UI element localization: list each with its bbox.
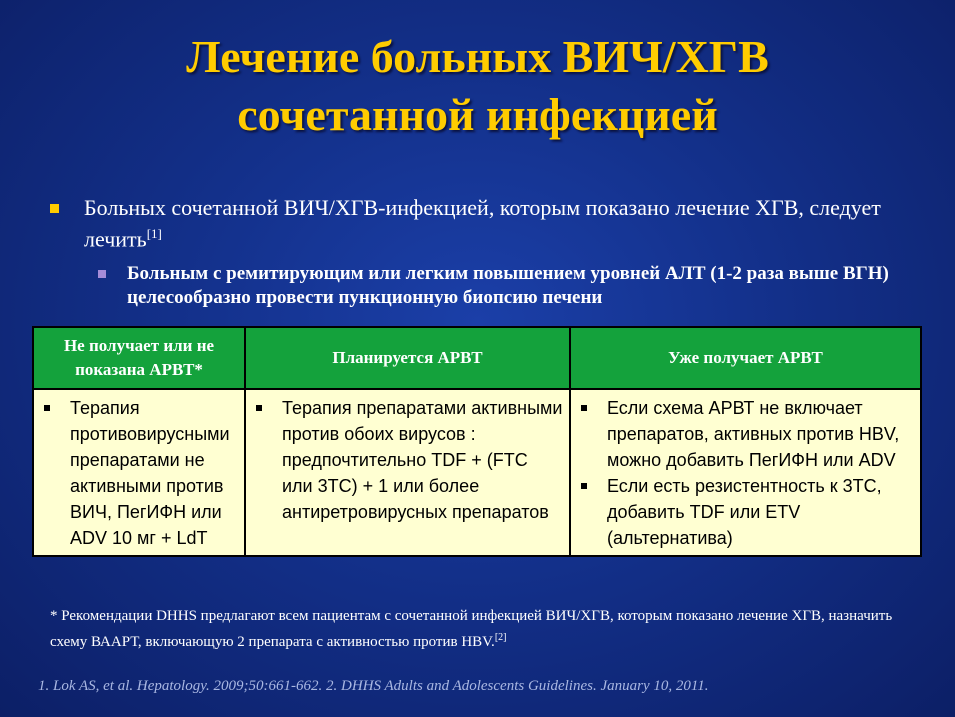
table-row bbox=[33, 389, 921, 556]
yellow-square-bullet-icon bbox=[50, 204, 59, 213]
cell-on-art-text-2: Если есть резистентность к 3TC, добавить TDF или ETV (альтернатива) bbox=[607, 476, 882, 548]
cell-no-art-text: Терапия противовирусными препаратами не активными против ВИЧ, ПегИФН или ADV 10 мг + LdT bbox=[70, 398, 230, 548]
header-planned-art: Планируется АРВТ bbox=[245, 327, 570, 389]
purple-square-bullet-icon bbox=[98, 270, 106, 278]
cell-planned-art bbox=[245, 389, 570, 556]
table-header-row bbox=[33, 327, 921, 389]
cell-no-art bbox=[33, 389, 245, 556]
header-no-art: Не получает или не показана АРВТ* bbox=[33, 327, 245, 389]
slide-title-line2: сочетанной инфекцией bbox=[237, 89, 718, 140]
black-square-bullet-icon bbox=[256, 405, 262, 411]
recommendations-table bbox=[32, 326, 922, 557]
bullet-list bbox=[48, 195, 928, 310]
bullet-level1-text: Больных сочетанной ВИЧ/ХГВ-инфекцией, которым показано лечение ХГВ, следует лечить bbox=[84, 195, 881, 252]
cell-planned-art-text: Терапия препаратами активными против обоих вирусов : предпочтительно TDF + (FTC или 3TC) + 1 или более антиретровирусных препаратов bbox=[282, 398, 563, 522]
slide-title-line1: Лечение больных ВИЧ/ХГВ bbox=[186, 31, 769, 82]
cell-on-art-text-1: Если схема АРВТ не включает препаратов, активных против HBV, можно добавить ПегИФН или ADV bbox=[607, 398, 900, 470]
slide-title bbox=[0, 28, 955, 144]
black-square-bullet-icon bbox=[581, 483, 587, 489]
black-square-bullet-icon bbox=[44, 405, 50, 411]
cell-on-art bbox=[570, 389, 921, 556]
footnote bbox=[50, 605, 930, 653]
footnote-ref: [2] bbox=[494, 632, 507, 643]
references: 1. Lok AS, et al. Hepatology. 2009;50:661-662. 2. DHHS Adults and Adolescents Guidelines. January 10, 2011. bbox=[38, 678, 709, 694]
bullet-level2 bbox=[96, 262, 928, 310]
list-item bbox=[252, 395, 563, 525]
list-item bbox=[577, 395, 914, 473]
bullet-level1-ref: [1] bbox=[146, 226, 162, 241]
black-square-bullet-icon bbox=[581, 405, 587, 411]
list-item bbox=[40, 395, 238, 551]
header-on-art: Уже получает АРВТ bbox=[570, 327, 921, 389]
bullet-level2-text: Больным с ремитирующим или легким повышением уровней АЛТ (1-2 раза выше ВГН) целесообразно провести пункционную биопсию печени bbox=[127, 263, 889, 309]
footnote-text: * Рекомендации DHHS предлагают всем пациентам с сочетанной инфекцией ВИЧ/ХГВ, которым показано лечение ХГВ, назначить схему ВААРТ, включающую 2 препарата с активностью против HBV. bbox=[50, 608, 893, 650]
list-item bbox=[577, 473, 914, 551]
bullet-level1 bbox=[48, 195, 928, 252]
